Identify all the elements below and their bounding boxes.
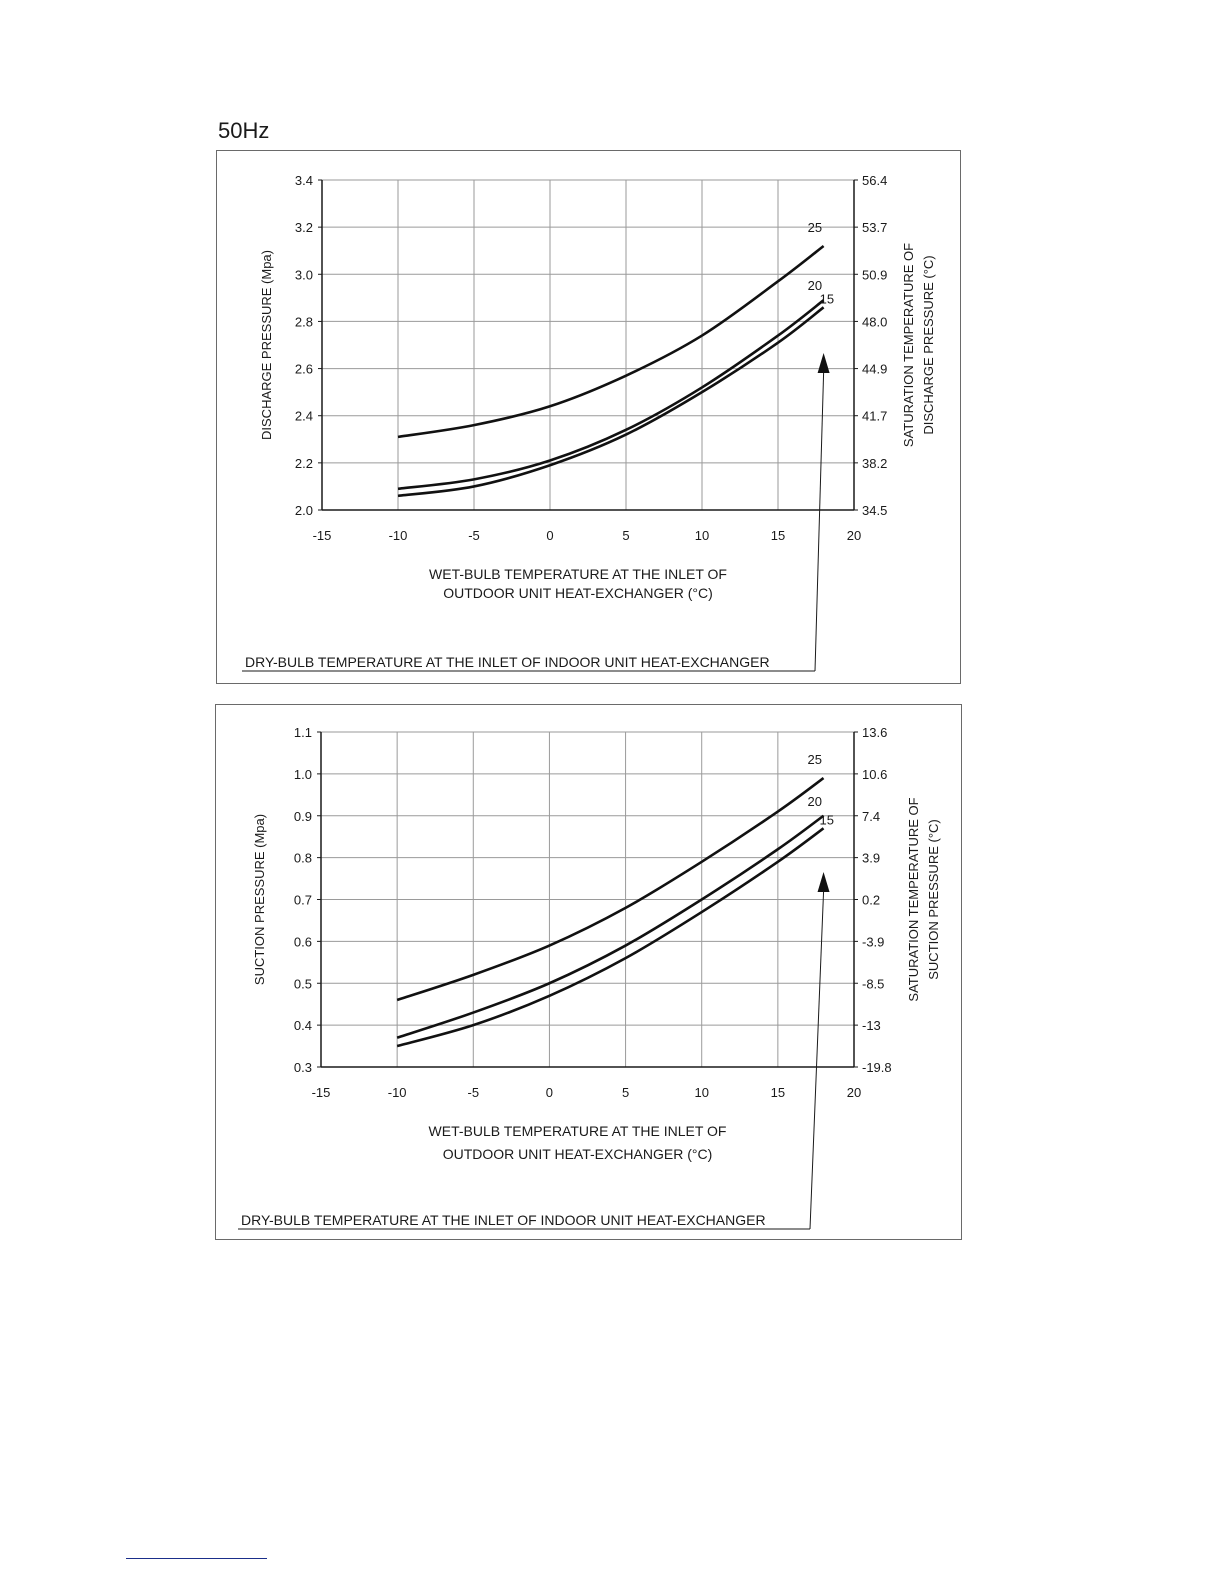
y-tick-label: 0.8 xyxy=(293,850,312,866)
y2-tick-label: 13.6 xyxy=(862,725,888,740)
annotation-arrowhead xyxy=(818,353,830,373)
discharge-pressure-chart-svg xyxy=(217,151,960,683)
suction-pressure-chart-svg xyxy=(216,705,961,1239)
footnote-rule xyxy=(126,1558,267,1559)
x-tick-label: 0 xyxy=(545,1085,554,1100)
y-tick-label: 1.0 xyxy=(293,766,312,782)
y2-tick-label: 3.9 xyxy=(862,850,881,866)
suction-pressure-chart xyxy=(215,704,962,1240)
series-line-20 xyxy=(398,300,824,489)
y-tick-label: 0.3 xyxy=(293,1060,312,1075)
y2-tick-label: -3.9 xyxy=(862,934,885,950)
x-tick-label: -10 xyxy=(387,1085,407,1100)
x-axis-title-line: OUTDOOR UNIT HEAT-EXCHANGER (°C) xyxy=(443,585,713,601)
x-axis-title-line: OUTDOOR UNIT HEAT-EXCHANGER (°C) xyxy=(442,1146,713,1162)
series-label-20: 20 xyxy=(807,278,823,294)
discharge-pressure-chart xyxy=(216,150,961,684)
series-line-20 xyxy=(397,816,823,1038)
y2-tick-label: -8.5 xyxy=(862,976,885,992)
y2-tick-label: 53.7 xyxy=(862,220,888,236)
y-axis-title: DISCHARGE PRESSURE (Mpa) xyxy=(259,250,274,440)
y2-tick-label: 41.7 xyxy=(862,408,888,424)
y-tick-label: 2.4 xyxy=(294,408,313,424)
x-tick-label: 10 xyxy=(694,528,710,543)
y-tick-label: 2.8 xyxy=(294,314,313,330)
annotation-leader-line xyxy=(815,373,824,671)
annotation-arrowhead xyxy=(818,872,830,892)
y2-tick-label: 0.2 xyxy=(862,892,881,908)
x-tick-label: 20 xyxy=(846,528,862,543)
y-tick-label: 2.0 xyxy=(294,503,313,518)
y2-tick-label: -19.8 xyxy=(862,1060,892,1075)
y-tick-label: 2.2 xyxy=(294,455,313,471)
y2-tick-label: 7.4 xyxy=(862,808,881,824)
x-tick-label: 0 xyxy=(546,528,554,543)
y-tick-label: 3.4 xyxy=(294,173,313,188)
y2-tick-label: 44.9 xyxy=(862,361,888,377)
y-tick-label: 0.5 xyxy=(293,976,312,992)
y2-tick-label: 50.9 xyxy=(862,267,888,283)
x-tick-label: -15 xyxy=(312,528,332,543)
y-tick-label: 3.2 xyxy=(294,220,313,236)
y2-tick-label: 10.6 xyxy=(862,766,888,782)
y-tick-label: 3.0 xyxy=(294,267,313,283)
page-title: 50Hz xyxy=(218,118,270,143)
series-label-25: 25 xyxy=(807,752,823,768)
series-label-15: 15 xyxy=(819,291,835,307)
x-tick-label: -10 xyxy=(388,528,408,543)
series-line-15 xyxy=(398,307,824,496)
y2-axis-title-line: SUCTION PRESSURE (°C) xyxy=(926,819,941,980)
y2-tick-label: -13 xyxy=(862,1018,881,1034)
x-tick-label: 10 xyxy=(694,1085,709,1100)
y2-tick-label: 56.4 xyxy=(862,173,888,188)
y2-tick-label: 34.5 xyxy=(862,503,888,518)
x-tick-label: 20 xyxy=(846,1085,862,1100)
y2-axis-title-line: SATURATION TEMPERATURE OF xyxy=(906,797,921,1002)
y-tick-label: 0.9 xyxy=(293,808,312,824)
annotation-text: DRY-BULB TEMPERATURE AT THE INLET OF INDOOR UNIT HEAT-EXCHANGER xyxy=(241,1212,766,1228)
y-tick-label: 0.6 xyxy=(293,934,312,950)
series-label-20: 20 xyxy=(807,793,823,809)
annotation-text: DRY-BULB TEMPERATURE AT THE INLET OF INDOOR UNIT HEAT-EXCHANGER xyxy=(245,654,770,670)
x-axis-title-line: WET-BULB TEMPERATURE AT THE INLET OF xyxy=(429,566,727,582)
series-label-15: 15 xyxy=(819,812,835,828)
y-axis-title: SUCTION PRESSURE (Mpa) xyxy=(252,813,267,986)
y-tick-label: 0.7 xyxy=(293,892,312,908)
annotation-leader-line xyxy=(810,892,824,1229)
y2-axis-title-line: SATURATION TEMPERATURE OF xyxy=(901,242,916,448)
y-tick-label: 1.1 xyxy=(293,725,312,740)
x-tick-label: -15 xyxy=(311,1085,331,1100)
y2-axis-title-line: DISCHARGE PRESSURE (°C) xyxy=(921,255,936,435)
x-tick-label: -5 xyxy=(467,1085,480,1100)
series-label-25: 25 xyxy=(807,220,823,235)
x-tick-label: 15 xyxy=(770,1085,786,1100)
x-axis-title-line: WET-BULB TEMPERATURE AT THE INLET OF xyxy=(428,1123,727,1139)
x-tick-label: 15 xyxy=(770,528,786,543)
x-tick-label: 5 xyxy=(622,528,630,543)
y-tick-label: 2.6 xyxy=(294,361,313,377)
y2-tick-label: 38.2 xyxy=(862,455,888,471)
x-tick-label: -5 xyxy=(468,528,480,543)
x-tick-label: 5 xyxy=(621,1085,630,1100)
y-tick-label: 0.4 xyxy=(293,1018,312,1034)
y2-tick-label: 48.0 xyxy=(862,314,888,330)
